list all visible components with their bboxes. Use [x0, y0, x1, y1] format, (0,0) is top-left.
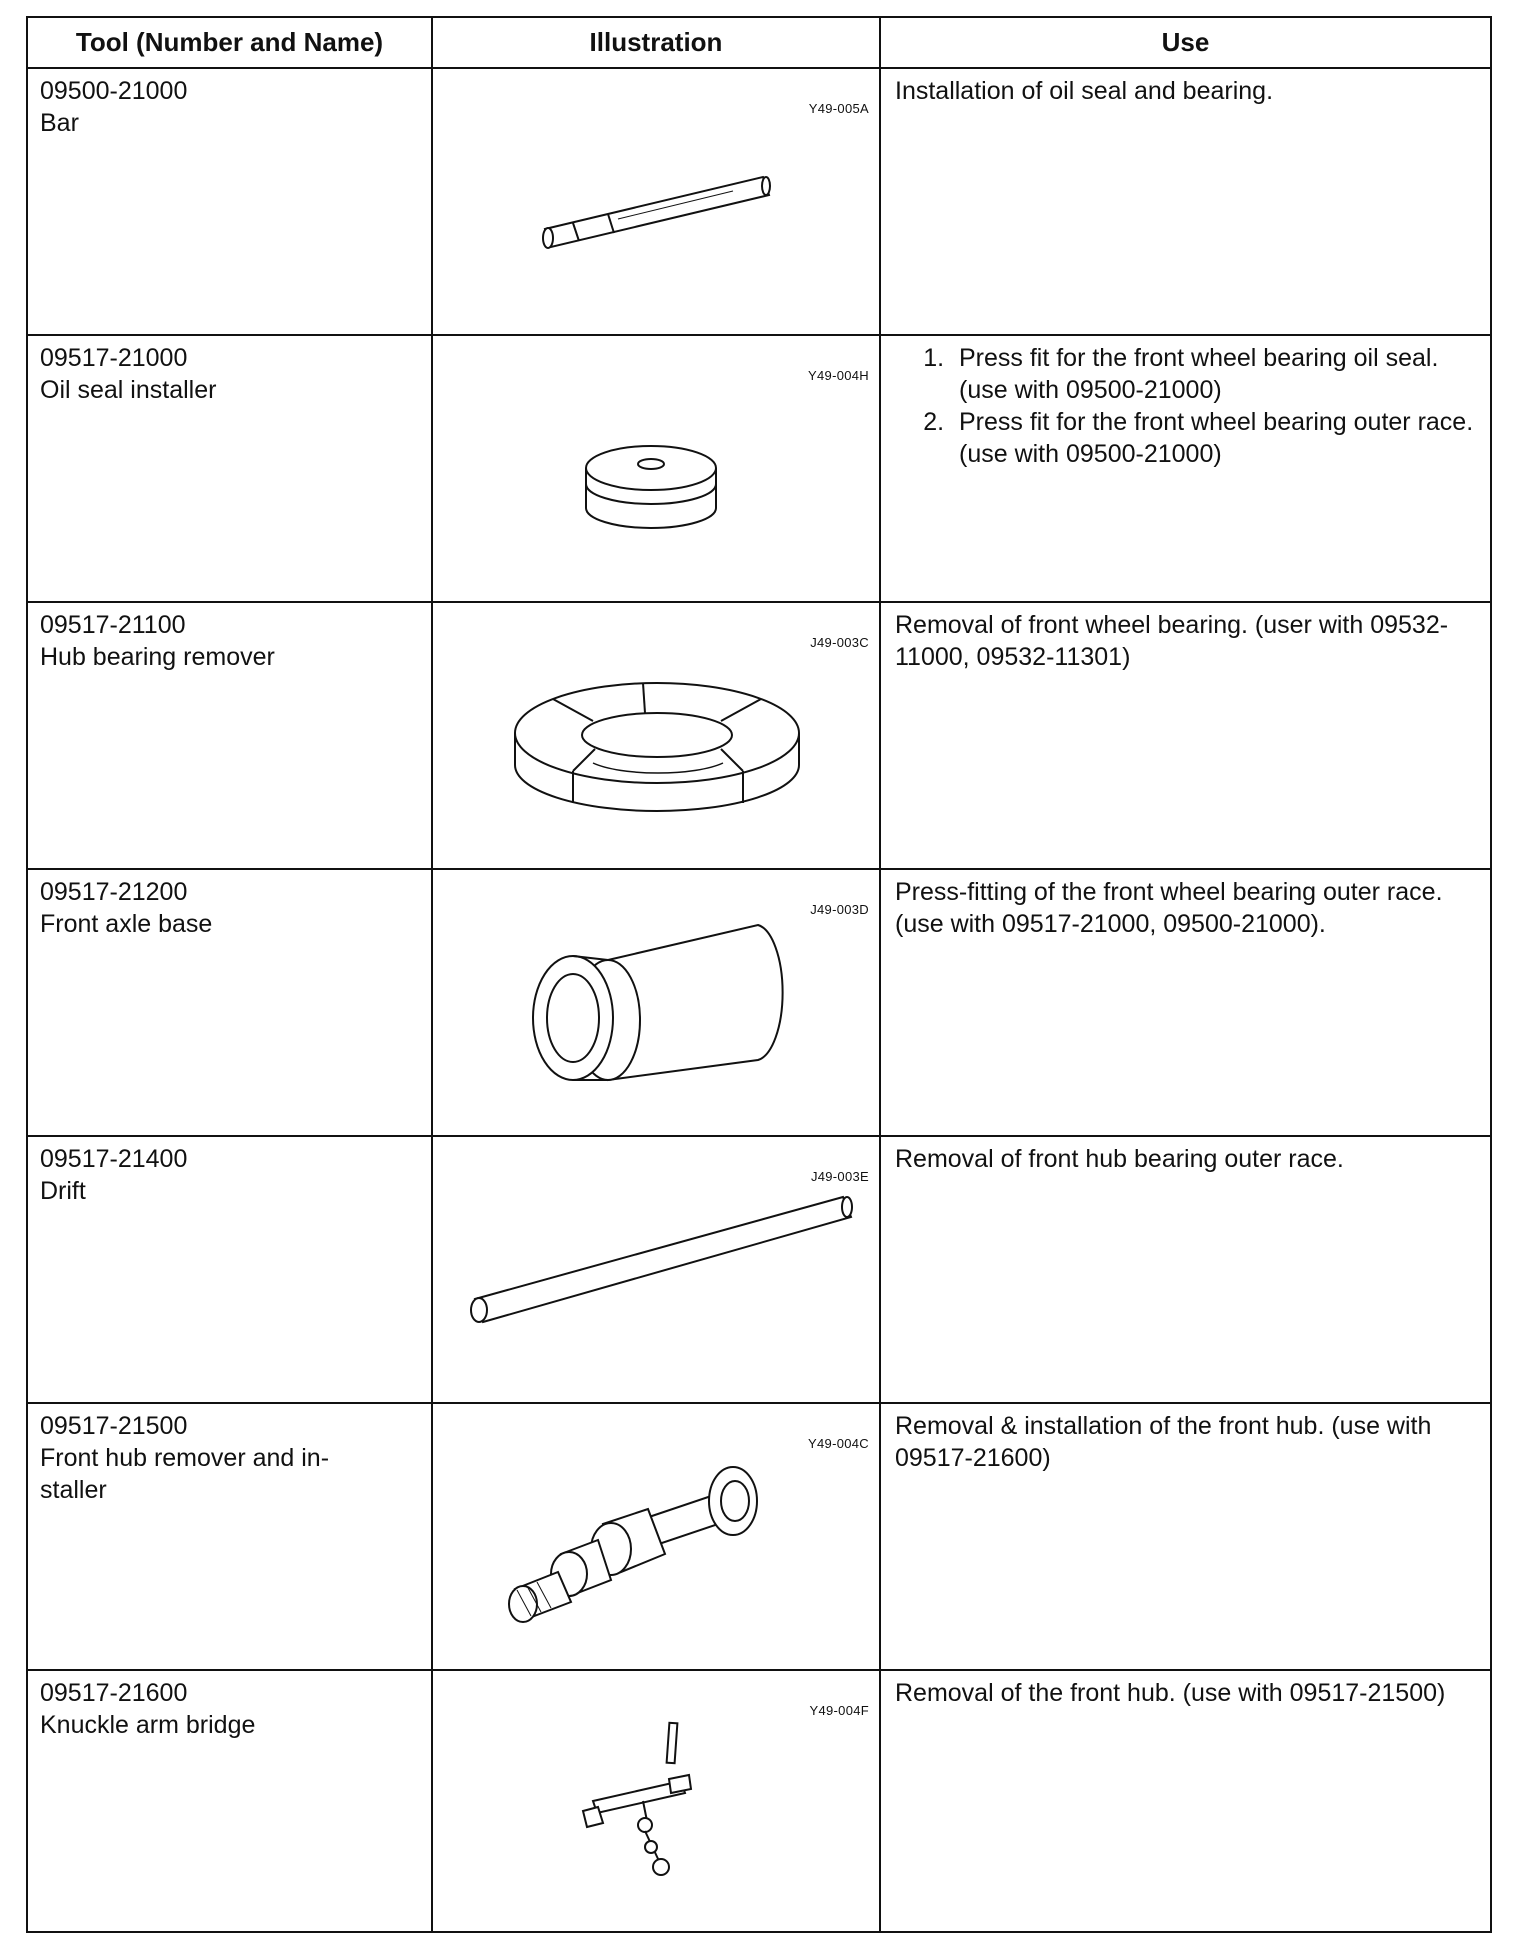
special-tools-sheet: [26, 16, 1490, 1933]
use-cell: [880, 1403, 1491, 1670]
header-tool: Tool (Number and Name): [27, 17, 432, 68]
tool-name: Front hub remover and in- staller: [40, 1444, 330, 1504]
bar-tool-icon: [433, 69, 881, 322]
use-cell: [880, 869, 1491, 1136]
tool-number: 09517-21500: [40, 1412, 188, 1440]
use-text: (use with 09517-21000, 09500-21000).: [895, 910, 1326, 938]
tool-name: Front axle base: [40, 910, 213, 938]
tool-number: 09517-21100: [40, 611, 186, 639]
tool-cell: [27, 869, 432, 1136]
header-illustration: Illustration: [432, 17, 880, 68]
front-axle-base-icon: [433, 870, 881, 1123]
tool-cell: [27, 1670, 432, 1932]
table-row: [27, 68, 1491, 335]
special-tools-table: [26, 16, 1492, 1933]
table-row: [27, 335, 1491, 602]
use-list: [895, 342, 1478, 470]
tool-number: 09517-21600: [40, 1679, 188, 1707]
figure-code: J49-003D: [810, 902, 869, 917]
use-cell: [880, 68, 1491, 335]
tool-cell: [27, 1136, 432, 1403]
illustration-cell: [432, 68, 880, 335]
table-row: [27, 1403, 1491, 1670]
use-text: Removal & installation of the front hub. (use with 09517-21600): [895, 1412, 1432, 1472]
figure-code: Y49-004C: [808, 1436, 869, 1451]
use-cell: [880, 1670, 1491, 1932]
tool-number: 09517-21200: [40, 878, 188, 906]
use-text: Removal of the front hub. (use with 09517-21500): [895, 1679, 1446, 1707]
hub-bearing-remover-icon: [433, 603, 881, 856]
use-list-item: 2. Press fit for the front wheel bearing outer race. (use with 09500-21000): [951, 406, 1478, 470]
use-text: Press-fitting of the front wheel bearing outer race.: [895, 878, 1443, 906]
illustration-cell: [432, 1136, 880, 1403]
use-cell: [880, 335, 1491, 602]
oil-seal-installer-icon: [433, 336, 881, 589]
figure-code: J49-003C: [810, 635, 869, 650]
tool-cell: [27, 602, 432, 869]
illustration-cell: [432, 869, 880, 1136]
tool-name: Knuckle arm bridge: [40, 1711, 256, 1739]
tool-name: Hub bearing remover: [40, 643, 275, 671]
tool-name: Bar: [40, 109, 79, 137]
table-row: [27, 1670, 1491, 1932]
table-row: [27, 869, 1491, 1136]
figure-code: Y49-005A: [808, 101, 869, 116]
tool-cell: [27, 1403, 432, 1670]
tool-number: 09517-21400: [40, 1145, 188, 1173]
hub-remover-installer-icon: [433, 1404, 881, 1657]
header-row: [27, 17, 1491, 68]
use-cell: [880, 1136, 1491, 1403]
use-text: Removal of front wheel bearing. (user with 09532-11000, 09532-11301): [895, 611, 1449, 671]
tool-name: Drift: [40, 1177, 86, 1205]
tool-cell: [27, 335, 432, 602]
table-row: [27, 602, 1491, 869]
table-row: [27, 1136, 1491, 1403]
tool-number: 09517-21000: [40, 344, 188, 372]
tool-number: 09500-21000: [40, 77, 188, 105]
drift-tool-icon: [433, 1137, 881, 1390]
tool-name: Oil seal installer: [40, 376, 217, 404]
use-list-item: 1. Press fit for the front wheel bearing oil seal. (use with 09500-21000): [951, 342, 1478, 406]
figure-code: J49-003E: [810, 1169, 869, 1184]
knuckle-arm-bridge-icon: [433, 1671, 881, 1924]
figure-code: Y49-004H: [808, 368, 869, 383]
illustration-cell: [432, 1670, 880, 1932]
tool-cell: [27, 68, 432, 335]
use-text: Removal of front hub bearing outer race.: [895, 1145, 1344, 1173]
figure-code: Y49-004F: [809, 1703, 869, 1718]
use-text: Installation of oil seal and bearing.: [895, 77, 1274, 105]
illustration-cell: [432, 602, 880, 869]
use-cell: [880, 602, 1491, 869]
header-use: Use: [880, 17, 1491, 68]
illustration-cell: [432, 335, 880, 602]
illustration-cell: [432, 1403, 880, 1670]
